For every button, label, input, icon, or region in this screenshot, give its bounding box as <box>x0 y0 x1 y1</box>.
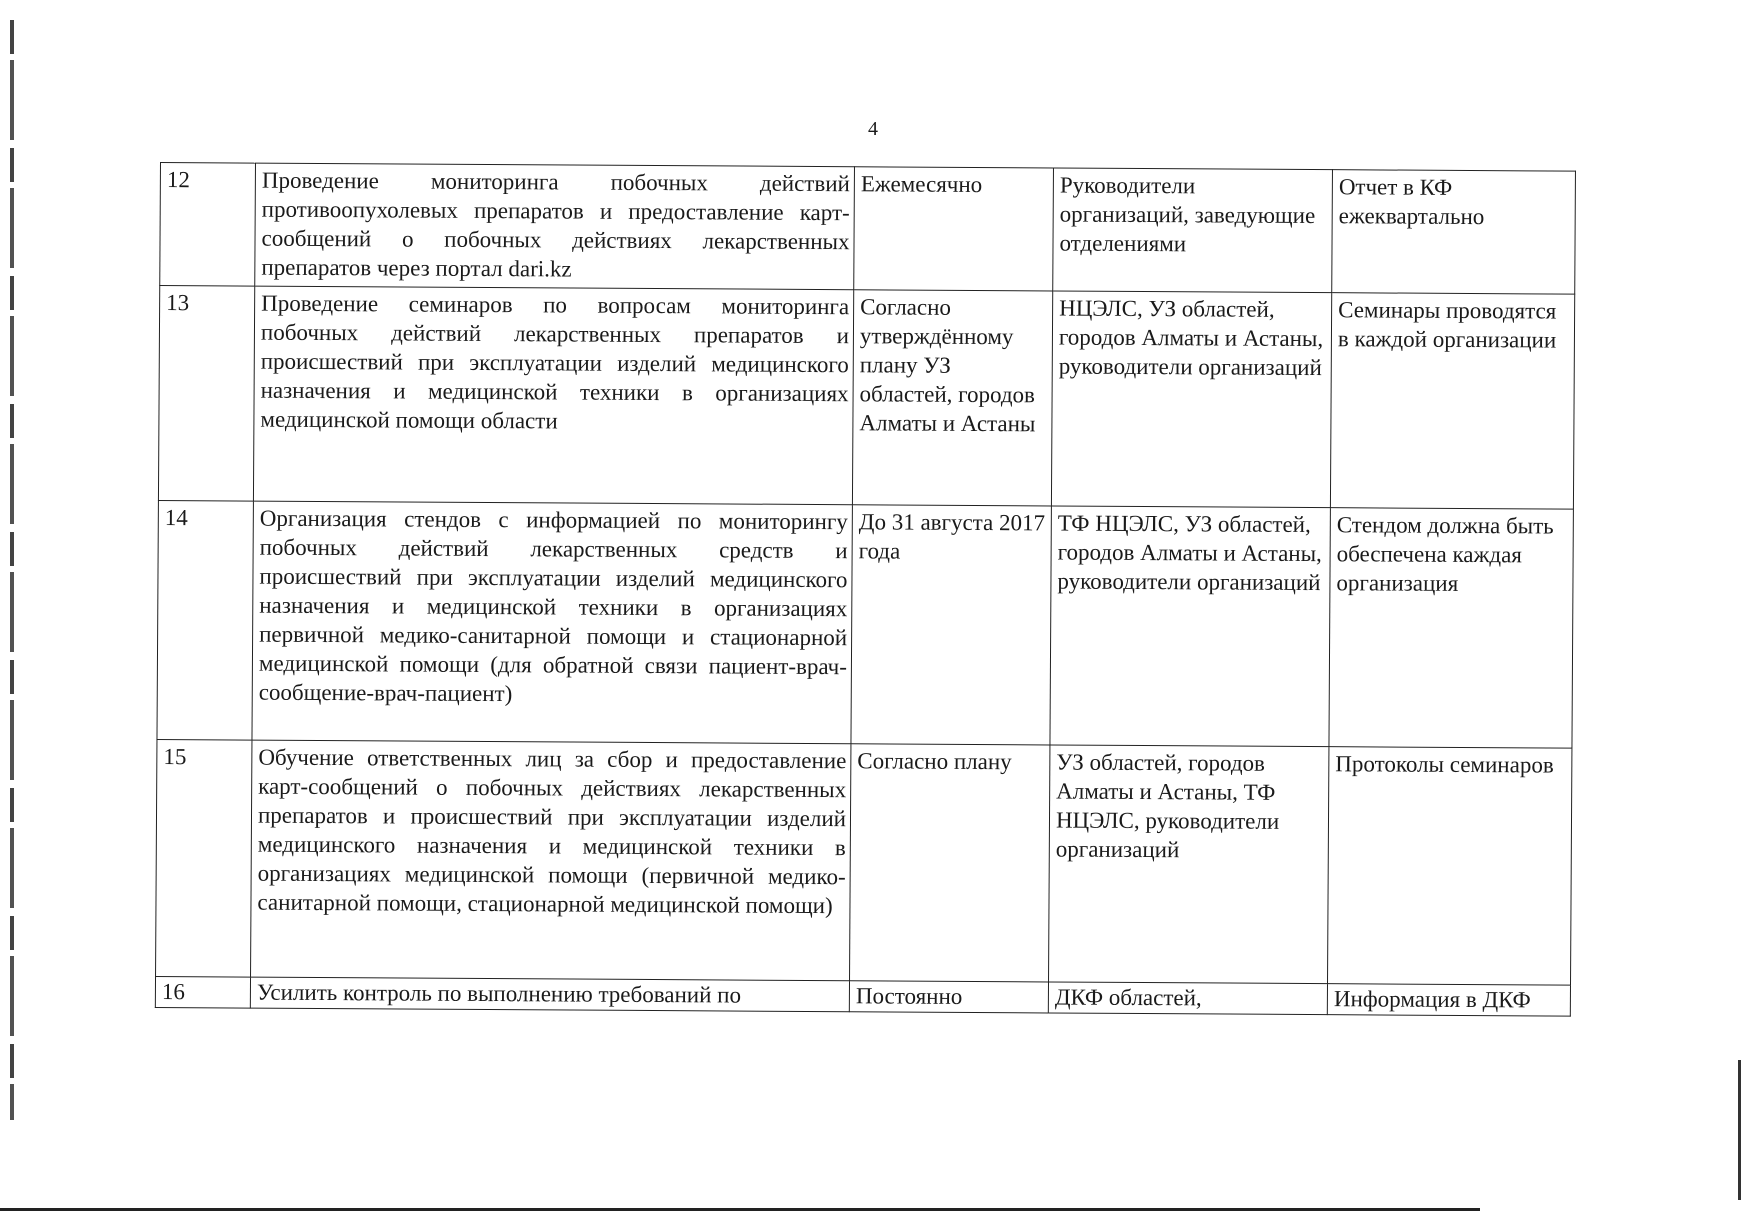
action-description: Усилить контроль по выполнению требований по <box>250 977 849 1012</box>
deadline: Согласно утверждённому плану УЗ областей, городов Алматы и Астаны <box>852 290 1052 506</box>
responsible: УЗ областей, городов Алматы и Астаны, ТФ НЦЭЛС, руководители организаций <box>1049 745 1329 984</box>
report-form: Стендом должна быть обеспечена каждая организация <box>1329 508 1573 748</box>
page-number: 4 <box>868 118 878 140</box>
action-plan-table <box>155 162 1576 1017</box>
row-number: 15 <box>156 739 252 977</box>
responsible: ТФ НЦЭЛС, УЗ областей, городов Алматы и Астаны, руководители организаций <box>1050 506 1330 747</box>
action-description: Проведение семинаров по вопросам мониторинга побочных действий лекарственных препаратов и происшествий при эксплуатации изделий медицинского назначения и медицинской техники в организациях медицинской помощи области <box>253 286 853 505</box>
row-number: 12 <box>160 163 256 287</box>
scan-edge-bottom <box>0 1208 1480 1211</box>
action-description: Обучение ответственных лиц за сбор и предоставление карт-сообщений о побочных действиях лекарственных препаратов и происшествий при эксплуатации изделий медицинского назначения и медицинской техники в организациях медицинской помощи (первичной медико-санитарной помощи, стационарной медицинской помощи) <box>251 740 851 981</box>
report-form: Отчет в КФ ежеквартально <box>1332 170 1576 294</box>
action-description: Организация стендов с информацией по мониторингу побочных действий лекарственных средств и происшествий при эксплуатации изделий медицинского назначения и медицинской техники в организациях первичной медико-санитарной помощи и стационарной медицинской помощи (для обратной связи пациент-врач-сообщение-врач-пациент) <box>252 501 852 744</box>
table-row <box>156 739 1572 985</box>
scan-edge-right <box>1738 1060 1741 1200</box>
row-number: 14 <box>157 500 253 740</box>
deadline: Согласно плану <box>850 744 1050 982</box>
scan-edge-left <box>10 20 14 1120</box>
row-number: 13 <box>158 286 254 502</box>
responsible: НЦЭЛС, УЗ областей, городов Алматы и Астаны, руководители организаций <box>1051 291 1331 508</box>
deadline: Ежемесячно <box>854 167 1054 291</box>
report-form: Протоколы семинаров <box>1328 747 1572 985</box>
responsible: ДКФ областей, <box>1048 982 1327 1015</box>
table-row <box>158 286 1574 510</box>
row-number: 16 <box>155 976 250 1008</box>
deadline: Постоянно <box>849 981 1048 1013</box>
responsible: Руководители организаций, заведующие отделениями <box>1053 168 1333 293</box>
table-row <box>157 500 1573 748</box>
action-description: Проведение мониторинга побочных действий противоопухолевых препаратов и предоставление карт-сообщений о побочных действиях лекарственных препаратов через портал dari.kz <box>255 163 855 290</box>
report-form: Семинары проводятся в каждой организации <box>1330 293 1574 509</box>
table-row <box>160 163 1576 295</box>
report-form: Информация в ДКФ <box>1327 984 1570 1016</box>
deadline: До 31 августа 2017 года <box>851 505 1051 745</box>
